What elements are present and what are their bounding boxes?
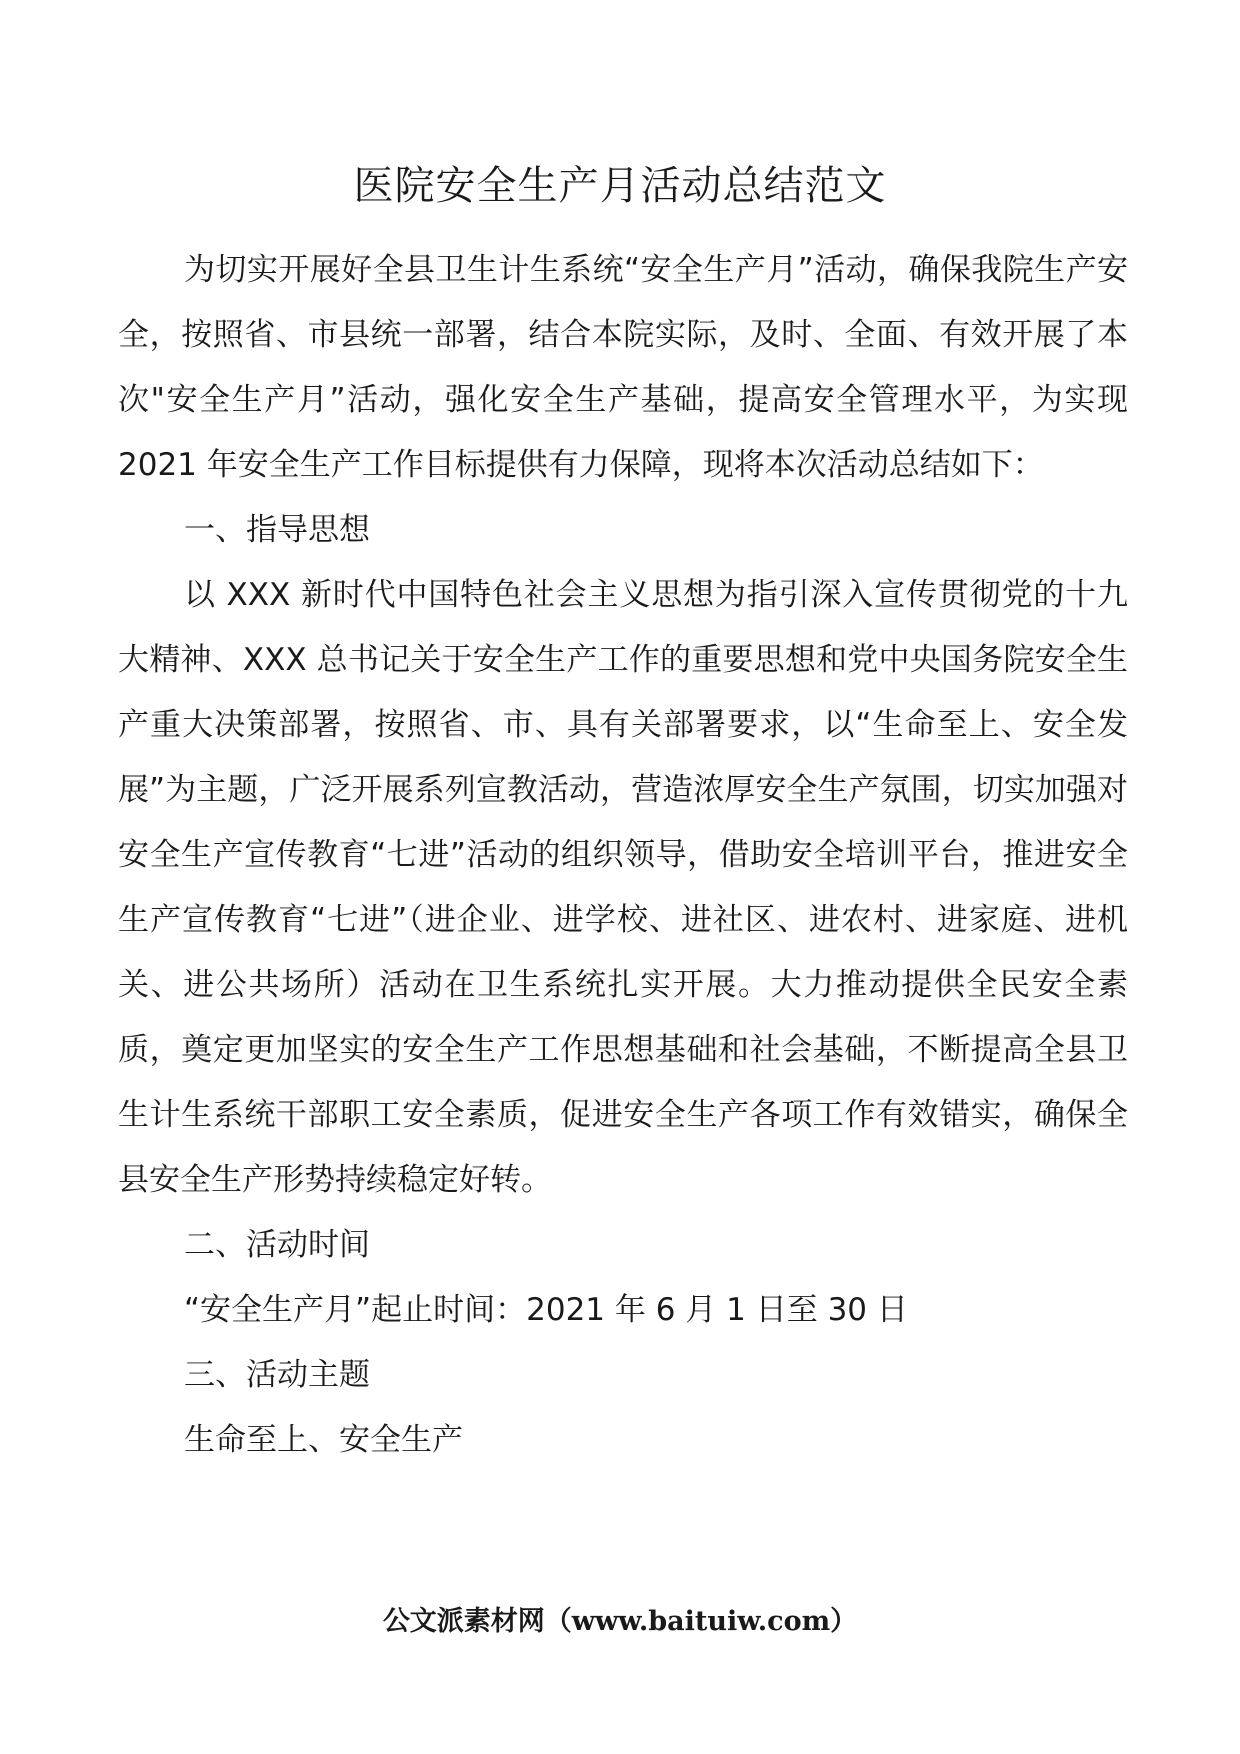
- activity-theme-paragraph: 生命至上、安全生产: [184, 1422, 463, 1458]
- section-heading-activity-theme: 三、活动主题: [184, 1357, 370, 1393]
- intro-paragraph: 为切实开展好全县卫生计生系统“安全生产月”活动，确保我院生产安全，按照省、市县统一部署，结合本院实际，及时、全面、有效开展了本次"安全生产月”活动，强化安全生产基础，提高安全管理水平，为实现 2021 年安全生产工作目标提供有力保障，现将本次活动总结如下：: [118, 252, 1128, 483]
- section-heading-activity-time: 二、活动时间: [184, 1227, 370, 1263]
- document-body: [118, 238, 1128, 1473]
- section-heading-guiding-ideology: 一、指导思想: [184, 512, 370, 548]
- activity-time-paragraph: “安全生产月”起止时间：2021 年 6 月 1 日至 30 日: [184, 1292, 908, 1328]
- guiding-ideology-paragraph: 以 XXX 新时代中国特色社会主义思想为指引深入宣传贯彻党的十九大精神、XXX 总书记关于安全生产工作的重要思想和党中央国务院安全生产重大决策部署，按照省、市、具有关部署要求，以“生命至上、安全发展”为主题，广泛开展系列宣教活动，营造浓厚安全生产氛围，切实加强对安全生产宣传教育“七进”活动的组织领导，借助安全培训平台，推进安全生产宣传教育“七进”（进企业、进学校、进社区、进农村、进家庭、进机关、进公共场所）活动在卫生系统扎实开展。大力推动提供全民安全素质，奠定更加坚实的安全生产工作思想基础和社会基础，不断提高全县卫生计生系统干部职工安全素质，促进安全生产各项工作有效错实，确保全县安全生产形势持续稳定好转。: [118, 577, 1128, 1198]
- source-footer: 公文派素材网（www.baituiw.com）: [382, 1606, 858, 1637]
- document-title: 医院安全生产月活动总结范文: [353, 163, 887, 209]
